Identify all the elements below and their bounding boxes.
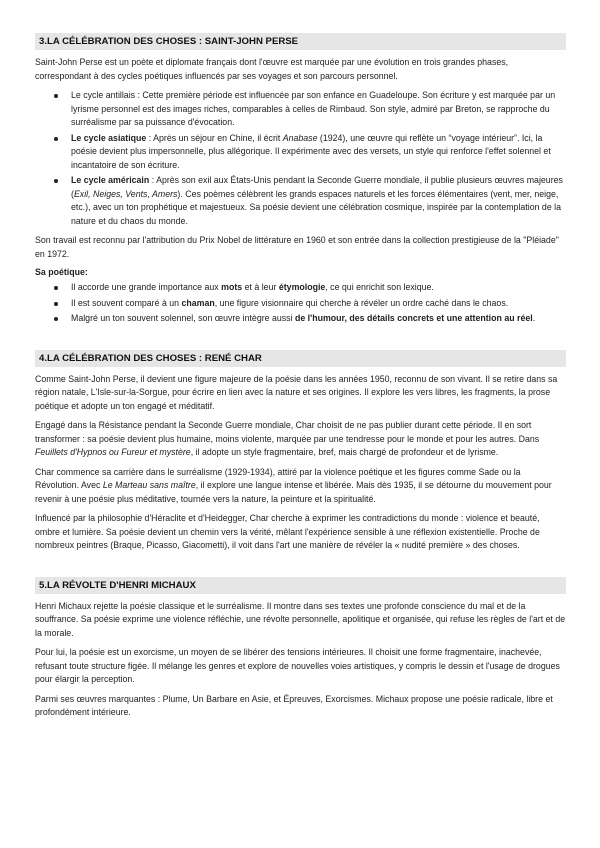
s3-poetique-mots: Il accorde une grande importance aux mots et à leur étymologie, ce qui enrichit son lexique. xyxy=(35,281,566,295)
s3-cycles-list xyxy=(35,89,566,228)
s3-poetique-title: Sa poétique: xyxy=(35,267,88,277)
s3-cycle-antillais: Le cycle antillais : Cette première période est influencée par son enfance en Guadeloupe. Son écriture y est marquée par un lyrisme personnel est des images riches, comparables à celles de Rimbaud. Son style, admiré par Breton, se rapproche du surréalisme par sa puissance d'évocation. xyxy=(35,89,566,130)
s4-para-1: Comme Saint-John Perse, il devient une figure majeure de la poésie dans les années 1950, reconnu de son vivant. Il se retire dans sa région natale, L'Isle-sur-la-Sorgue, pour écrire en lien avec la nature et ses origines. Il explore les vers libres, les fragments, la prose poétique et adopte un ton engagé et méditatif. xyxy=(35,373,558,411)
document-page xyxy=(35,33,566,726)
s3-intro: Saint-John Perse est un poète et diplomate français dont l'œuvre est marquée par une évolution en trois grandes phases, correspondant à des cycles poétiques influencés par ses voyages et son parcours personnel. xyxy=(35,57,509,81)
s5-para-3: Parmi ses œuvres marquantes : Plume, Un Barbare en Asie, et Épreuves, Exorcismes. Michaux propose une poésie radicale, libre et profondément intérieure. xyxy=(35,693,553,717)
s3-nobel: Son travail est reconnu par l'attribution du Prix Nobel de littérature en 1960 et son entrée dans la collection prestigieuse de la "Pléiade" en 1972. xyxy=(35,235,559,259)
s3-poetique-list xyxy=(35,281,566,326)
s5-para-2: Pour lui, la poésie est un exorcisme, un moyen de se libérer des tensions intérieures. Il choisit une forme fragmentaire, inachevée, refusant toute structure figée. Il mélange les genres et explore de nouvelles voies artistiques, y compris le dessin et l'usage de drogues pour élargir la perception. xyxy=(35,647,560,684)
s3-cycle-americain: Le cycle américain : Après son exil aux États-Unis pendant la Seconde Guerre mondiale, il publie plusieurs œuvres majeures (Exil, Neiges, Vents, Amers). Ces poèmes célèbrent les grands espaces naturels et les forces élémentaires (vent, mer, neige, etc.), avec un ton prophétique et majestueux. Sa poésie devient une célébration cosmique, inspirée par la contemplation de la nature et du chaos du monde. xyxy=(35,174,566,228)
s3-cycle-asiatique: Le cycle asiatique : Après un séjour en Chine, il écrit Anabase (1924), une œuvre qui reflète un “voyage intérieur”. Ici, la poésie devient plus impersonnelle, plus allégorique. Il expérimente avec des versets, un style qui renforce l'effet solennel et incantatoire de son écriture. xyxy=(35,132,566,173)
section-5-heading: 5.LA RÉVOLTE D'HENRI MICHAUX xyxy=(35,577,566,594)
s5-para-1: Henri Michaux rejette la poésie classique et le surréalisme. Il montre dans ses textes une profonde conscience du mal et de la souffrance. Sa poésie exprime une violence réfléchie, une révolte personnelle, apolitique et organisée, qui refuse les règles de l'art et de la morale. xyxy=(35,600,566,638)
s4-para-3: Char commence sa carrière dans le surréalisme (1929-1934), attiré par la violence poétique et les figures comme Sade ou la Révolution. Avec Le Marteau sans maître, il explore une langue intense et libérée. Mais dès 1935, il se détourne du mouvement pour revenir à une poésie plus méditative, tournée vers la nature, la peinture et la spiritualité. xyxy=(35,466,552,504)
s3-poetique-chaman: Il est souvent comparé à un chaman, une figure visionnaire qui cherche à révéler un ordre caché dans le chaos. xyxy=(35,297,566,311)
s4-para-4: Influencé par la philosophie d'Héraclite et d'Heidegger, Char cherche à exprimer les contradictions du monde : violence et beauté, ombre et lumière. Sa poésie devient un chemin vers la vérité, mêlant l'expérience sensible à une réflexion existentielle. Proche de nombreux peintres (Braque, Picasso, Giacometti), il voit dans l'art une manière de révéler la « nudité première » des choses. xyxy=(35,513,540,550)
s3-poetique-humour: Malgré un ton souvent solennel, son œuvre intègre aussi de l'humour, des détails concrets et une attention au réel. xyxy=(35,312,566,326)
s4-para-2: Engagé dans la Résistance pendant la Seconde Guerre mondiale, Char choisit de ne pas publier durant cette période. Il en sort transformer : sa poésie devient plus humaine, moins violente, marquée par une tendresse pour le monde et pour les autres. Dans Feuillets d'Hypnos ou Fureur et mystère, il adopte un style fragmentaire, bref, mais chargé de profondeur et de lyrisme. xyxy=(35,420,540,457)
section-4-heading: 4.LA CÉLÉBRATION DES CHOSES : RENÉ CHAR xyxy=(35,350,566,367)
section-3-heading: 3.LA CÉLÉBRATION DES CHOSES : SAINT-JOHN PERSE xyxy=(35,33,566,50)
